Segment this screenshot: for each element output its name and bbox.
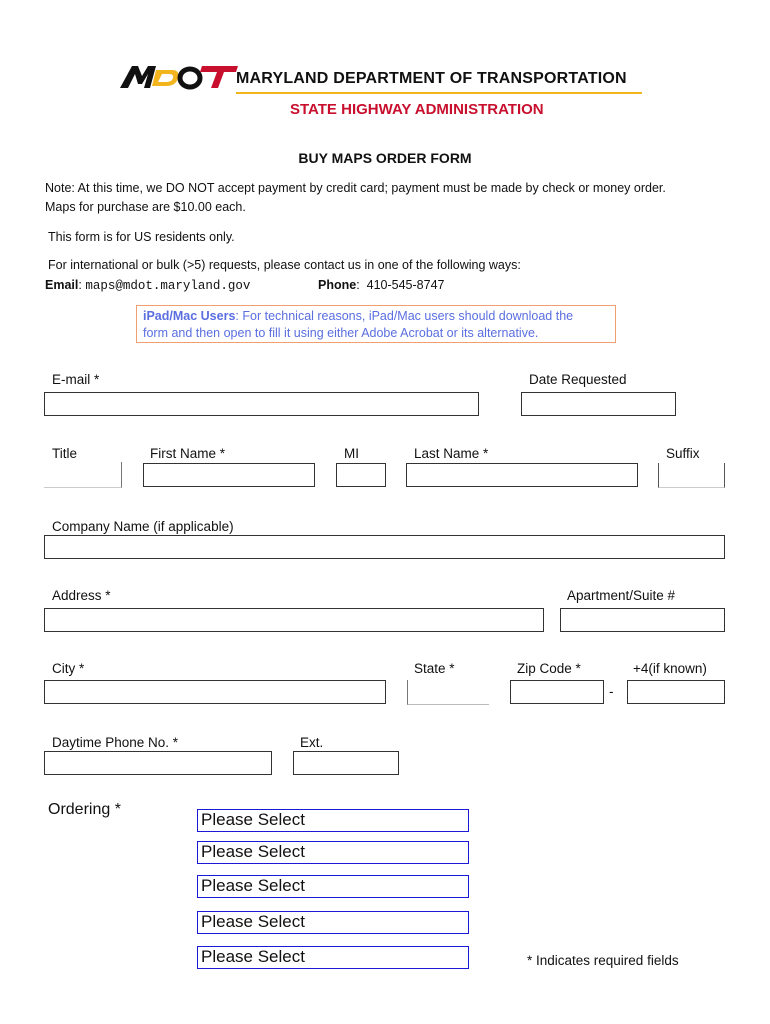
city-input[interactable] xyxy=(44,680,386,704)
header-gold-rule xyxy=(236,92,642,94)
company-input[interactable] xyxy=(44,535,725,559)
first-name-label: First Name * xyxy=(150,446,226,461)
ext-input[interactable] xyxy=(293,751,399,775)
plus4-input[interactable] xyxy=(627,680,725,704)
ipad-note-text1: : For technical reasons, iPad/Mac users should download the xyxy=(235,309,574,323)
email-label: Email xyxy=(45,278,79,292)
email-value[interactable]: maps@mdot.maryland.gov xyxy=(85,279,251,293)
phone-value: 410-545-8747 xyxy=(366,278,445,292)
address-input[interactable] xyxy=(44,608,544,632)
daytime-phone-label: Daytime Phone No. * xyxy=(52,735,179,750)
date-requested-label: Date Requested xyxy=(529,372,627,387)
mi-label: MI xyxy=(344,446,359,461)
contact-email: Email: maps@mdot.maryland.gov xyxy=(45,278,251,293)
phone-label: Phone xyxy=(318,278,357,292)
administration-name: STATE HIGHWAY ADMINISTRATION xyxy=(290,101,544,118)
form-title: BUY MAPS ORDER FORM xyxy=(298,150,472,166)
ipad-note-box xyxy=(136,305,616,343)
ordering-select-2[interactable]: Please Select xyxy=(197,841,469,864)
ipad-note-line2: form and then open to fill it using either Adobe Acrobat or its alternative. xyxy=(143,326,539,340)
payment-note: Note: At this time, we DO NOT accept payment by credit card; payment must be made by check or money order. xyxy=(45,181,666,195)
state-label: State * xyxy=(414,661,455,676)
last-name-input[interactable] xyxy=(406,463,638,487)
city-label: City * xyxy=(52,661,85,676)
daytime-phone-input[interactable] xyxy=(44,751,272,775)
ordering-select-4[interactable]: Please Select xyxy=(197,911,469,934)
ordering-select-3[interactable]: Please Select xyxy=(197,875,469,898)
email-field-label: E-mail * xyxy=(52,372,100,387)
intl-note: For international or bulk (>5) requests, please contact us in one of the following ways: xyxy=(48,258,521,272)
suffix-label: Suffix xyxy=(666,446,700,461)
title-label: Title xyxy=(52,446,78,461)
contact-phone: Phone: 410-545-8747 xyxy=(318,278,445,292)
date-requested-input[interactable] xyxy=(521,392,676,416)
ordering-select-1[interactable]: Please Select xyxy=(197,809,469,832)
ipad-note-line1 xyxy=(143,308,609,325)
ext-label: Ext. xyxy=(300,735,324,750)
state-select[interactable] xyxy=(407,680,489,705)
mdot-logo xyxy=(120,62,238,92)
ordering-label: Ordering * xyxy=(48,801,121,818)
email-input[interactable] xyxy=(44,392,479,416)
zip-dash: - xyxy=(609,684,614,699)
address-label: Address * xyxy=(52,588,111,603)
plus4-label: +4(if known) xyxy=(633,661,707,676)
mi-input[interactable] xyxy=(336,463,386,487)
apartment-input[interactable] xyxy=(560,608,725,632)
ordering-select-5[interactable]: Please Select xyxy=(197,946,469,969)
apartment-label: Apartment/Suite # xyxy=(567,588,676,603)
zip-input[interactable] xyxy=(510,680,604,704)
suffix-select[interactable] xyxy=(658,463,725,488)
title-select[interactable] xyxy=(44,462,122,488)
required-fields-note: * Indicates required fields xyxy=(527,953,679,968)
zip-label: Zip Code * xyxy=(517,661,581,676)
company-label: Company Name (if applicable) xyxy=(52,519,234,534)
ipad-note-bold: iPad/Mac Users xyxy=(143,309,236,323)
price-note: Maps for purchase are $10.00 each. xyxy=(45,200,246,214)
department-name: MARYLAND DEPARTMENT OF TRANSPORTATION xyxy=(236,70,627,87)
first-name-input[interactable] xyxy=(143,463,315,487)
us-only-note: This form is for US residents only. xyxy=(48,230,235,244)
last-name-label: Last Name * xyxy=(414,446,489,461)
